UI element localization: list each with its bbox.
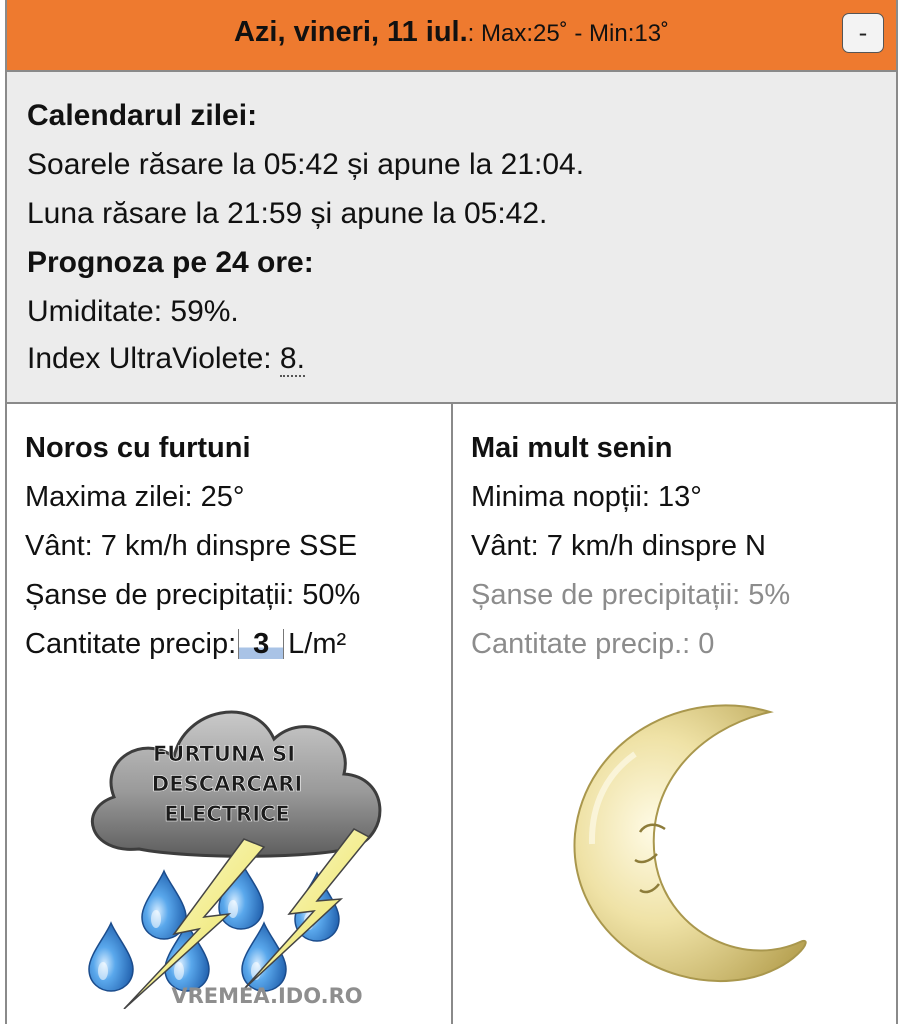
day-header — [7, 0, 896, 72]
icon-text-3: ELECTRICE — [164, 802, 290, 826]
icon-text-1: FURTUNA SI — [152, 742, 296, 766]
weather-day-card — [5, 0, 898, 1024]
crescent-moon-icon — [545, 694, 815, 999]
day-wind: Vânt: 7 km/h dinspre SSE — [25, 530, 358, 562]
header-date: Azi, vineri, 11 iul. — [233, 16, 468, 48]
icon-text-2: DESCARCARI — [151, 772, 303, 796]
header-temp-range: : Max:25˚ - Min:13˚ — [467, 20, 670, 47]
uv-value-link[interactable]: 8. — [279, 342, 305, 375]
night-precip-chance: Șanse de precipitații: 5% — [471, 579, 791, 611]
day-precip-amount — [25, 625, 346, 663]
night-forecast — [453, 404, 898, 1024]
moon-times: Luna răsare la 21:59 și apune la 05:42. — [27, 197, 548, 230]
day-max-temp: Maxima zilei: 25° — [25, 481, 245, 513]
day-condition: Noros cu furtuni — [25, 432, 251, 464]
night-wind: Vânt: 7 km/h dinspre N — [471, 530, 766, 562]
day-precip-amount-label: Cantitate precip: — [25, 628, 237, 660]
collapse-button[interactable]: - — [842, 13, 884, 53]
uv-label: Index UltraViolete: — [27, 342, 280, 375]
header-title — [7, 14, 896, 52]
humidity: Umiditate: 59%. — [27, 295, 239, 328]
storm-cloud-icon — [69, 689, 399, 1014]
day-precip-chance: Șanse de precipitații: 50% — [25, 579, 361, 611]
day-forecast — [7, 404, 453, 1024]
night-precip-amount: Cantitate precip.: 0 — [471, 628, 715, 660]
day-summary — [7, 72, 896, 404]
night-min-temp: Minima nopții: 13° — [471, 481, 702, 513]
precip-unit: L/m² — [288, 628, 347, 660]
precip-amount-gauge: 3 — [238, 629, 284, 659]
sun-times: Soarele răsare la 05:42 și apune la 21:04. — [27, 148, 585, 181]
calendar-title: Calendarul zilei: — [27, 99, 258, 132]
icon-watermark: VREMEA.IDO.RO — [171, 984, 363, 1008]
forecast-title: Prognoza pe 24 ore: — [27, 246, 314, 279]
night-condition: Mai mult senin — [471, 432, 673, 464]
uv-index — [27, 339, 305, 379]
